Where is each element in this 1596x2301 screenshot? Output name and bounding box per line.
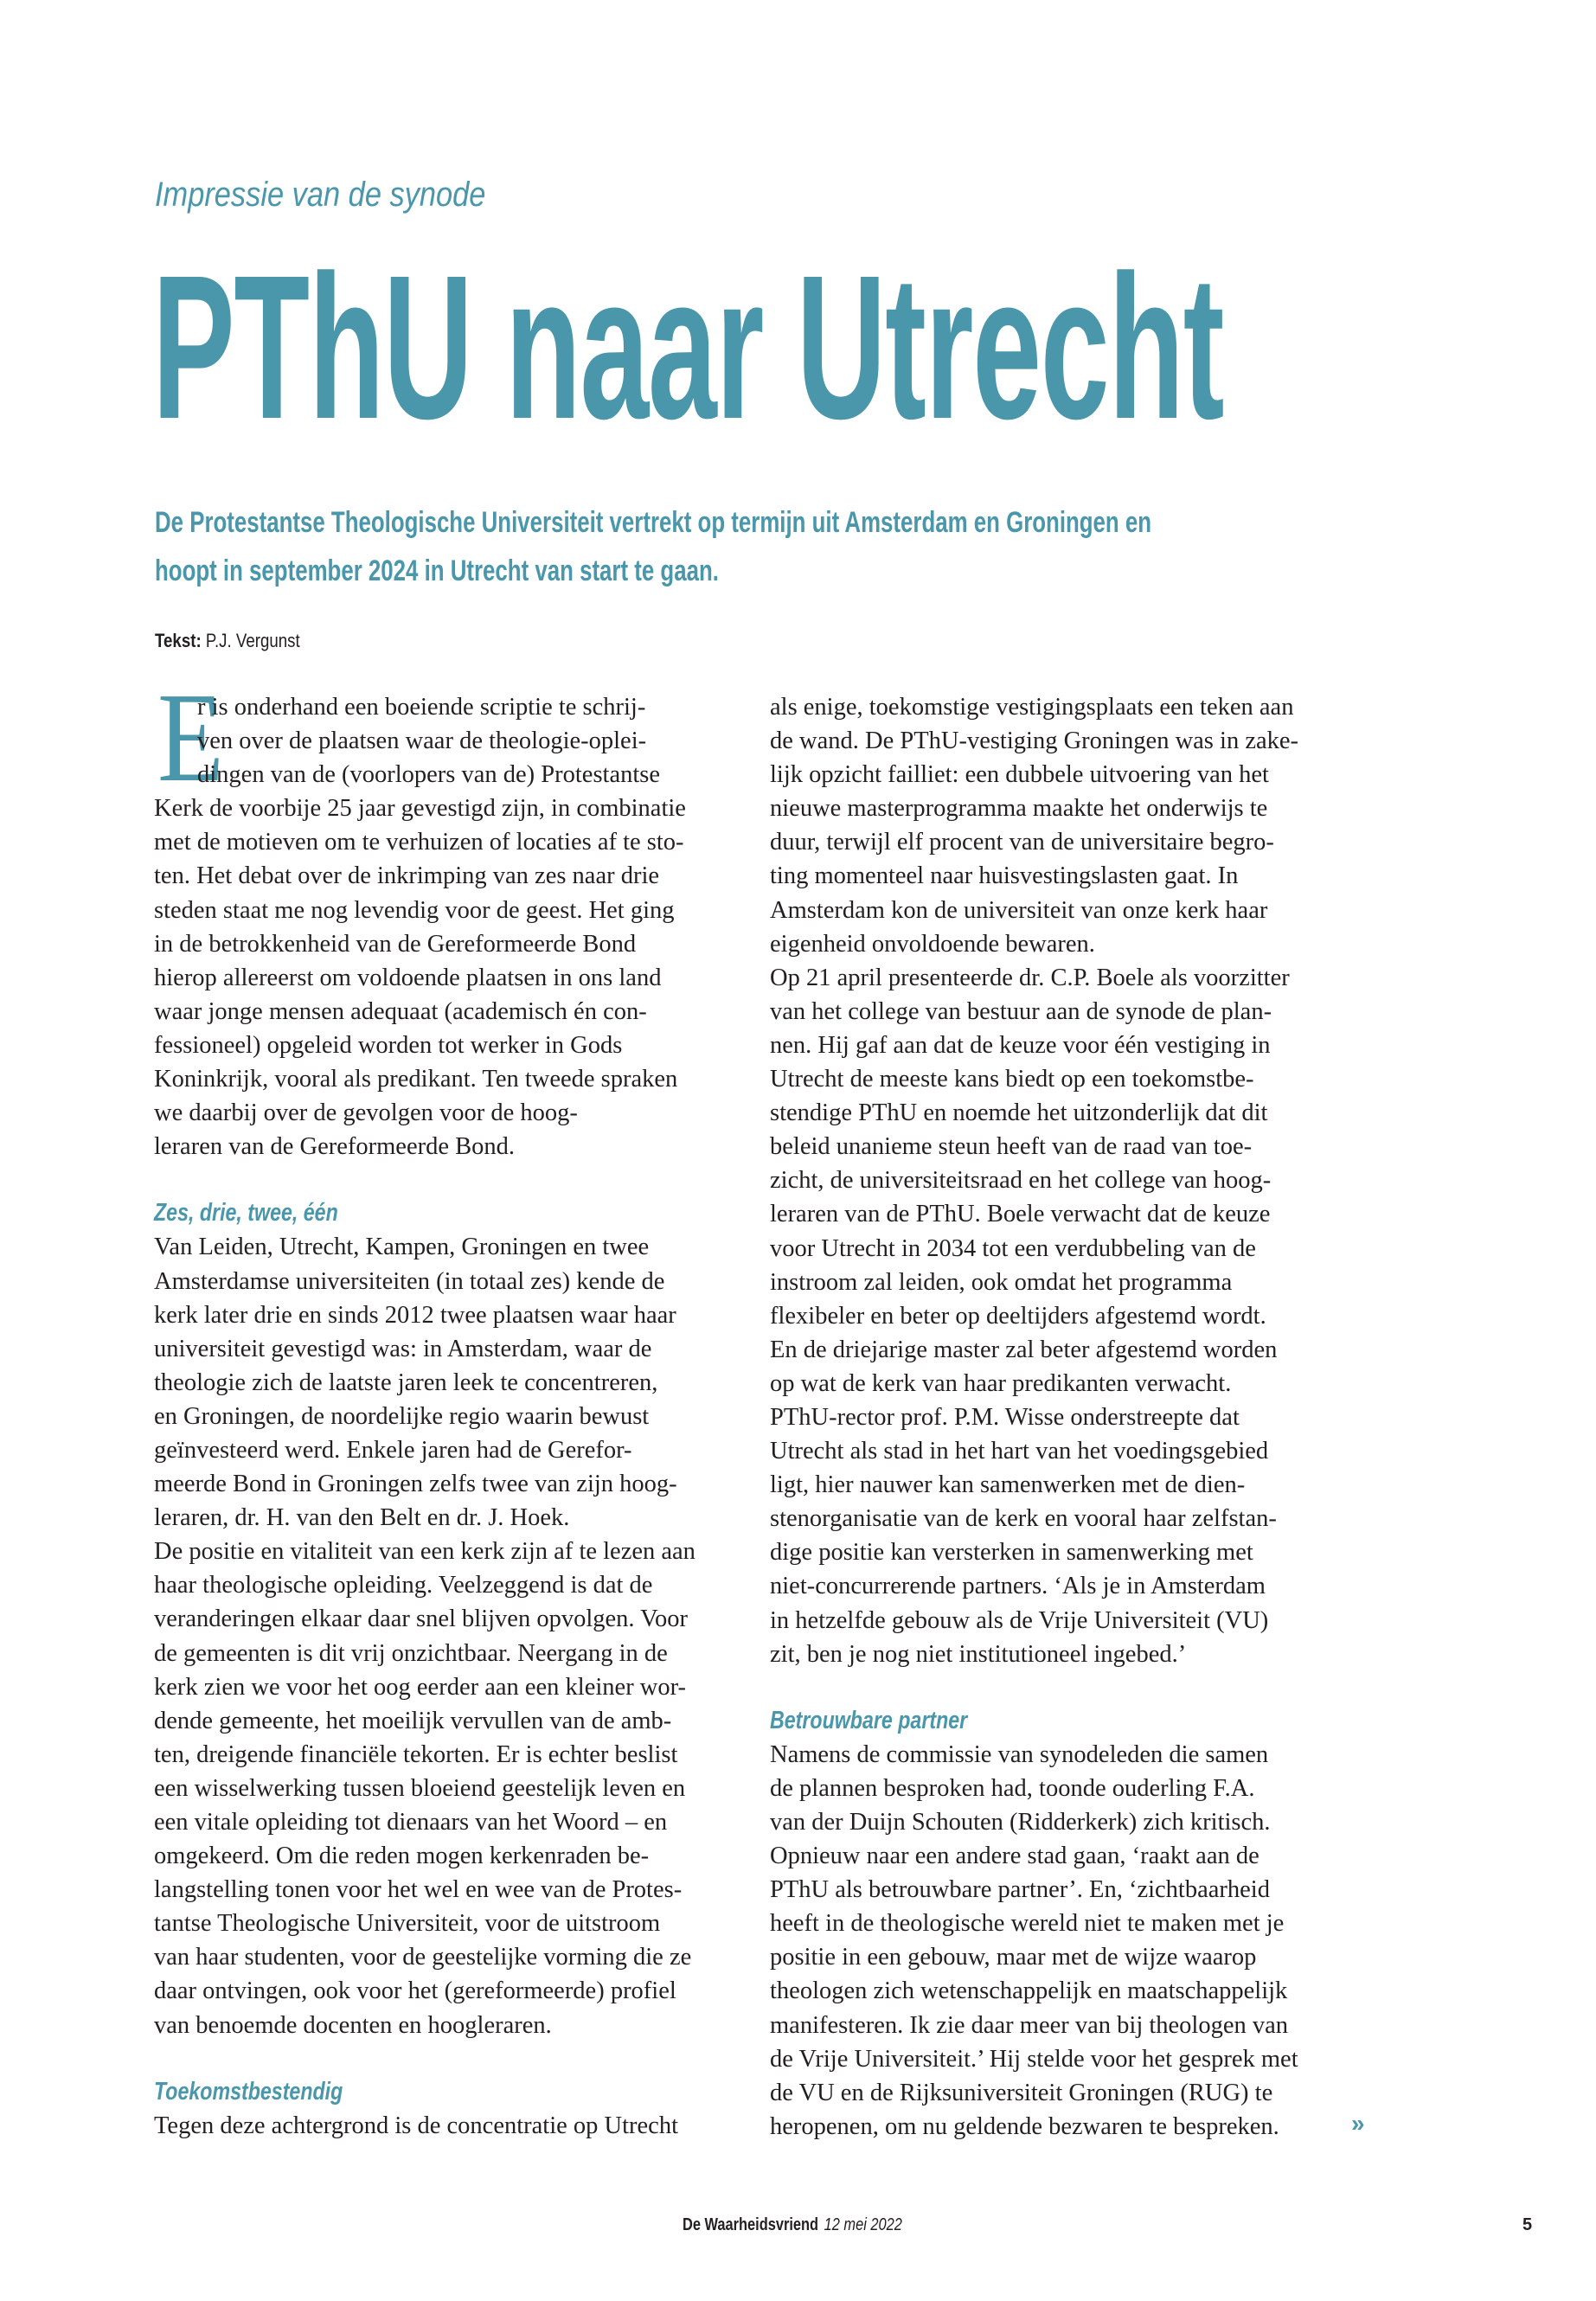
text-line: zicht, de universiteitsraad en het college van hoog- — [770, 1167, 1272, 1195]
continue-arrow-icon: » — [1351, 2110, 1365, 2137]
text-line: ten. Het debat over de inkrimping van zes naar drie — [154, 862, 660, 890]
text-line: Utrecht als stad in het hart van het voedingsgebied — [770, 1438, 1269, 1465]
text-line: fessioneel) opgeleid worden tot werker in Gods — [154, 1031, 623, 1059]
paragraph — [154, 690, 742, 1163]
text-line: nieuwe masterprogramma maakte het onderwijs te — [770, 795, 1268, 823]
article-column-left — [154, 690, 742, 2143]
text-line: duur, terwijl elf procent van de universitaire begro- — [770, 829, 1274, 856]
article-title: PThU naar Utrecht — [152, 233, 1224, 462]
text-line: een wisselwerking tussen bloeiend geestelijk leven en — [154, 1774, 686, 1802]
text-line: de VU en de Rijksuniversiteit Groningen (RUG) te — [770, 2079, 1273, 2106]
text-line: instroom zal leiden, ook omdat het programma — [770, 1268, 1233, 1296]
text-line: steden staat me nog levendig voor de geest. Het ging — [154, 896, 675, 924]
paragraph — [770, 1738, 1358, 2144]
paragraph — [770, 690, 1358, 1671]
text-line: theologie zich de laatste jaren leek te concentreren, — [154, 1368, 658, 1396]
text-line: Amsterdam kon de universiteit van onze kerk haar — [770, 896, 1268, 924]
text-line: geïnvesteerd werd. Enkele jaren had de Gerefor- — [154, 1436, 632, 1464]
text-line: PThU-rector prof. P.M. Wisse onderstreepte dat — [770, 1403, 1240, 1431]
text-line: niet-concurrerende partners. ‘Als je in Amsterdam — [770, 1573, 1266, 1600]
issue-date: 12 mei 2022 — [824, 2215, 902, 2234]
text-line: En de driejarige master zal beter afgestemd worden — [770, 1336, 1278, 1363]
text-line: eigenheid onvoldoende bewaren. — [770, 930, 1095, 958]
text-line: hierop allereerst om voldoende plaatsen in ons land — [154, 964, 662, 991]
text-line: leraren van de PThU. Boele verwacht dat de keuze — [770, 1201, 1271, 1228]
text-line: ting momenteel naar huisvestingslasten gaat. In — [770, 862, 1239, 890]
text-line: een vitale opleiding tot dienaars van het Woord – en — [154, 1809, 668, 1836]
text-line: zit, ben je nog niet institutioneel ingebed.’ — [770, 1640, 1187, 1668]
text-line: Namens de commissie van synodeleden die samen — [770, 1740, 1269, 1768]
text-line: lijk opzicht failliet: een dubbele uitvoering van het — [770, 761, 1269, 789]
text-line: ven over de plaatsen waar de theologie-oplei- — [197, 727, 647, 755]
text-line: Koninkrijk, vooral als predikant. Ten tweede spraken — [154, 1066, 678, 1093]
text-line: van haar studenten, voor de geestelijke vorming die ze — [154, 1944, 692, 1971]
text-line: van benoemde docenten en hoogleraren. — [154, 2011, 552, 2039]
text-line: meerde Bond in Groningen zelfs twee van zijn hoog- — [154, 1471, 677, 1498]
text-line: dingen van de (voorlopers van de) Protestantse — [197, 761, 661, 789]
text-line: leraren, dr. H. van den Belt en dr. J. Hoek. — [154, 1504, 570, 1532]
text-line: veranderingen elkaar daar snel blijven opvolgen. Voor — [154, 1606, 689, 1633]
text-line: De positie en vitaliteit van een kerk zijn af te lezen aan — [154, 1538, 695, 1566]
section-heading: Betrouwbare partner — [770, 1706, 968, 1734]
text-line: dende gemeente, het moeilijk vervullen van de amb- — [154, 1707, 672, 1734]
text-line: Tegen deze achtergrond is de concentratie op Utrecht — [154, 2112, 678, 2139]
page-number: 5 — [1522, 2215, 1533, 2234]
text-line: PThU als betrouwbare partner’. En, ‘zichtbaarheid — [770, 1876, 1270, 1904]
text-line: de wand. De PThU-vestiging Groningen was in zake- — [770, 727, 1299, 755]
text-line: de Vrije Universiteit.’ Hij stelde voor het gesprek met — [770, 2045, 1298, 2073]
text-line: flexibeler en beter op deeltijders afgestemd wordt. — [770, 1302, 1266, 1330]
publication-name: De Waarheidsvriend — [683, 2215, 819, 2234]
byline — [155, 630, 300, 652]
text-line: kerk later drie en sinds 2012 twee plaatsen waar haar — [154, 1301, 676, 1329]
byline-author: P.J. Vergunst — [205, 630, 300, 651]
text-line: r is onderhand een boeiende scriptie te schrij- — [197, 694, 646, 721]
text-line: nen. Hij gaf aan dat de keuze voor één vestiging in — [770, 1031, 1271, 1059]
text-line: van der Duijn Schouten (Ridderkerk) zich kritisch. — [770, 1809, 1271, 1836]
text-line: Op 21 april presenteerde dr. C.P. Boele als voorzitter — [770, 964, 1290, 991]
text-line: voor Utrecht in 2034 tot een verdubbeling van de — [770, 1234, 1256, 1262]
section-heading: Toekomstbestendig — [154, 2077, 343, 2106]
article-kicker: Impressie van de synode — [155, 176, 486, 214]
text-line: universiteit gevestigd was: in Amsterdam, waar de — [154, 1335, 652, 1362]
text-line: kerk zien we voor het oog eerder aan een kleiner wor- — [154, 1673, 687, 1701]
text-line: Amsterdamse universiteiten (in totaal zes) kende de — [154, 1267, 665, 1295]
text-line: de gemeenten is dit vrij onzichtbaar. Neergang in de — [154, 1639, 668, 1667]
drop-cap: E — [157, 667, 224, 809]
byline-label: Tekst: — [155, 630, 202, 651]
text-line: stendige PThU en noemde het uitzonderlijk dat dit — [770, 1099, 1268, 1127]
text-line: de plannen besproken had, toonde ouderling F.A. — [770, 1774, 1255, 1802]
section-heading: Zes, drie, twee, één — [154, 1199, 338, 1227]
text-line: op wat de kerk van haar predikanten verwacht. — [770, 1369, 1232, 1397]
text-line: haar theologische opleiding. Veelzeggend is dat de — [154, 1572, 653, 1599]
text-line: leraren van de Gereformeerde Bond. — [154, 1133, 515, 1161]
text-line: van het college van bestuur aan de synode de plan- — [770, 997, 1272, 1025]
text-line: dige positie kan versterken in samenwerking met — [770, 1539, 1253, 1567]
text-line: heeft in de theologische wereld niet te maken met je — [770, 1910, 1285, 1938]
page-footer — [683, 2214, 902, 2235]
lead-line: hoopt in september 2024 in Utrecht van start te gaan. — [155, 554, 719, 587]
lead-line: De Protestantse Theologische Universiteit vertrekt op termijn uit Amsterdam en Groningen en — [155, 506, 1152, 539]
text-line: ten, dreigende financiële tekorten. Er is echter beslist — [154, 1740, 678, 1768]
text-line: tantse Theologische Universiteit, voor de uitstroom — [154, 1910, 661, 1938]
text-line: met de motieven om te verhuizen of locaties af te sto- — [154, 829, 684, 856]
text-line: daar ontvingen, ook voor het (gereformeerde) profiel — [154, 1977, 676, 2005]
text-line: Kerk de voorbije 25 jaar gevestigd zijn, in combinatie — [154, 795, 686, 823]
text-line: omgekeerd. Om die reden mogen kerkenraden be- — [154, 1843, 650, 1870]
text-line: langstelling tonen voor het wel en wee van de Protes- — [154, 1876, 683, 1904]
text-line: ligt, hier nauwer kan samenwerken met de dien- — [770, 1471, 1246, 1499]
text-line: waar jonge mensen adequaat (academisch én con- — [154, 997, 647, 1025]
text-line: Utrecht de meeste kans biedt op een toekomstbe- — [770, 1066, 1254, 1093]
text-line: stenorganisatie van de kerk en vooral haar zelfstan- — [770, 1505, 1277, 1533]
text-line: en Groningen, de noordelijke regio waarin bewust — [154, 1402, 650, 1430]
text-line: heropenen, om nu geldende bezwaren te bespreken. — [770, 2112, 1279, 2140]
text-line: Van Leiden, Utrecht, Kampen, Groningen en twee — [154, 1234, 650, 1261]
text-line: in de betrokkenheid van de Gereformeerde Bond — [154, 930, 637, 958]
article-lead — [155, 498, 1151, 595]
text-line: in hetzelfde gebouw als de Vrije Universiteit (VU) — [770, 1606, 1269, 1634]
text-line: manifesteren. Ik zie daar meer van bij theologen van — [770, 2011, 1289, 2039]
text-line: Opnieuw naar een andere stad gaan, ‘raakt aan de — [770, 1843, 1259, 1870]
paragraph — [154, 2109, 742, 2143]
text-line: theologen zich wetenschappelijk en maatschappelijk — [770, 1977, 1288, 2005]
text-line: beleid unanieme steun heeft van de raad van toe- — [770, 1133, 1253, 1161]
text-line: we daarbij over de gevolgen voor de hoog- — [154, 1099, 578, 1127]
paragraph — [154, 1230, 742, 2041]
text-line: positie in een gebouw, maar met de wijze waarop — [770, 1944, 1257, 1971]
article-column-right — [770, 690, 1358, 2144]
text-line: als enige, toekomstige vestigingsplaats een teken aan — [770, 694, 1294, 721]
